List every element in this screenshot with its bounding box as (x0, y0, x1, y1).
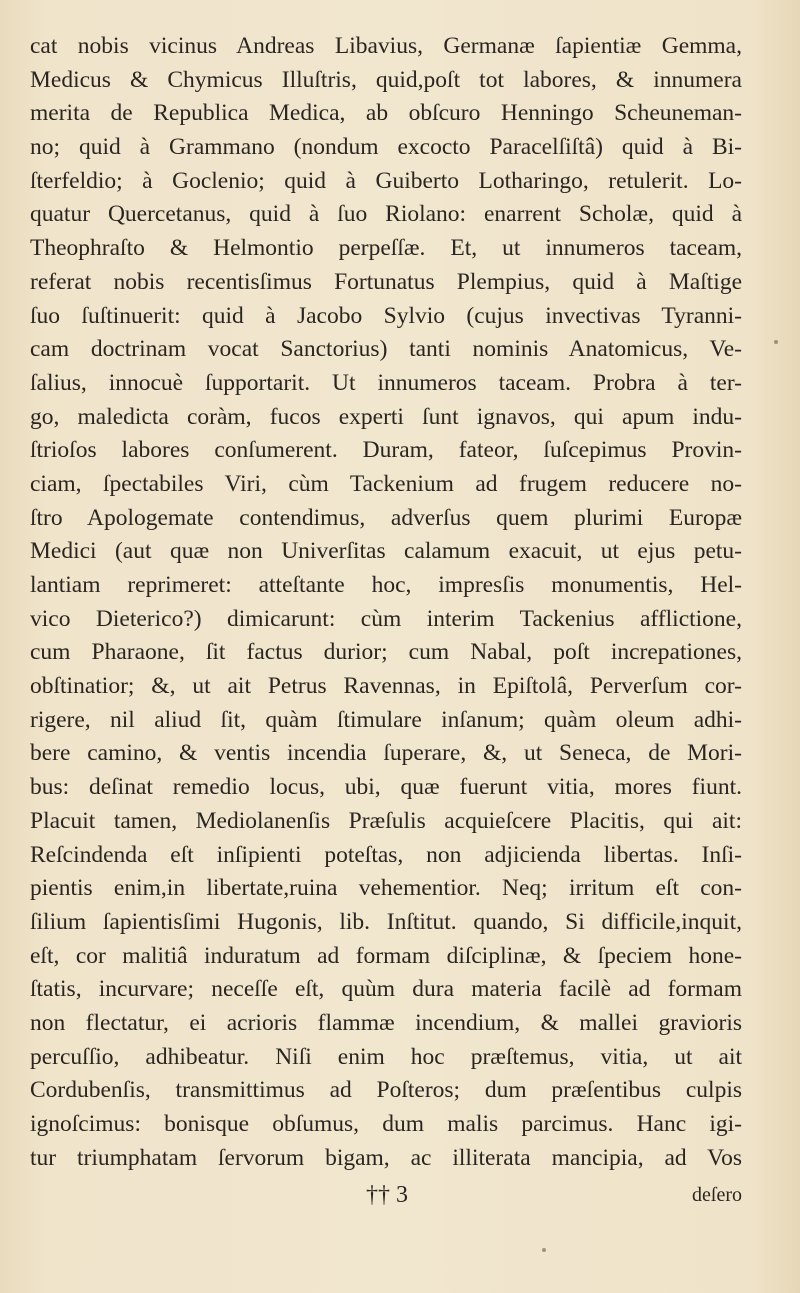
text-line: Medici (aut quæ non Univerſitas calamum exacuit, ut ejus petu- (30, 538, 742, 565)
text-line: Medicus & Chymicus Illuſtris, quid,poſt tot labores, & innumera (30, 66, 742, 93)
text-line: ſilium ſapientisſimi Hugonis, lib. Inſtitut. quando, Si difficile,inquit, (30, 908, 742, 935)
text-line: ſalius, innocuè ſupportarit. Ut innumeros taceam. Probra à ter- (30, 369, 742, 396)
text-line: ciam, ſpectabiles Viri, cùm Tackenium ad frugem reducere no- (30, 470, 742, 497)
text-line: vico Dieterico?) dimicarunt: cùm interim Tackenius afflictione, (30, 605, 742, 632)
text-line: tur triumphatam ſervorum bigam, ac illiterata mancipia, ad Vos (30, 1144, 742, 1171)
text-line: cum Pharaone, ſit factus durior; cum Nabal, poſt increpationes, (30, 639, 742, 666)
text-line: percuſſio, adhibeatur. Niſi enim hoc præſtemus, vitia, ut ait (30, 1043, 742, 1070)
text-line: lantiam reprimeret: atteſtante hoc, impresſis monumentis, Hel- (30, 572, 742, 598)
text-line: Cordubenſis, transmittimus ad Poſteros; dum præſentibus culpis (30, 1077, 742, 1104)
ink-speck (774, 340, 778, 344)
text-line: Reſcindenda eſt inſipienti poteſtas, non adjicienda libertas. Inſi- (30, 841, 742, 868)
text-line: ſuo ſuſtinuerit: quid à Jacobo Sylvio (cujus invectivas Tyranni- (30, 302, 742, 329)
text-line: ſterfeldio; à Goclenio; quid à Guiberto Lotharingo, retulerit. Lo- (30, 167, 742, 194)
text-line: pientis enim,in libertate,ruina vehementior. Neq; irritum eſt con- (30, 875, 742, 902)
text-line: bus: deſinat remedio locus, ubi, quæ fuerunt vitia, mores fiunt. (30, 774, 742, 801)
catchword: deſero (692, 1184, 742, 1206)
text-line: Theophraſto & Helmontio perpeſſæ. Et, ut innumeros taceam, (30, 235, 742, 262)
text-line: obſtinatior; &, ut ait Petrus Ravennas, in Epiſtolâ, Perverſum cor- (30, 673, 742, 700)
text-line: referat nobis recentisſimus Fortunatus Plempius, quid à Maſtige (30, 268, 742, 295)
text-line: ſtro Apologemate contendimus, adverſus quem plurimi Europæ (30, 504, 742, 531)
text-line: go, maledicta coràm, fucos experti ſunt ignavos, qui apum indu- (30, 403, 742, 430)
signature-mark: †† 3 (366, 1182, 408, 1208)
text-line: merita de Republica Medica, ab obſcuro Henningo Scheuneman- (30, 100, 742, 127)
text-line: eſt, cor malitiâ induratum ad formam diſciplinæ, & ſpeciem hone- (30, 942, 742, 969)
body-text (30, 30, 742, 1175)
text-line: Placuit tamen, Mediolanenſis Præſulis acquieſcere Placitis, qui ait: (30, 807, 742, 834)
text-line: ſtrioſos labores conſumerent. Duram, fateor, ſuſcepimus Provin- (30, 437, 742, 464)
text-line: quatur Quercetanus, quid à ſuo Riolano: enarrent Scholæ, quid à (30, 201, 742, 228)
ink-speck (542, 1248, 546, 1252)
text-line: no; quid à Grammano (nondum excocto Paracelſiſtâ) quid à Bi- (30, 134, 742, 161)
text-line: ſtatis, incurvare; neceſſe eſt, quùm dura materia facilè ad formam (30, 976, 742, 1003)
page-footer (30, 1182, 742, 1222)
text-line: non flectatur, ei acrioris flammæ incendium, & mallei gravioris (30, 1009, 742, 1036)
text-line: rigere, nil aliud ſit, quàm ſtimulare inſanum; quàm oleum adhi- (30, 706, 742, 733)
text-line: cat nobis vicinus Andreas Libavius, Germanæ ſapientiæ Gemma, (30, 33, 742, 59)
text-line: ignoſcimus: bonisque obſumus, dum malis parcimus. Hanc igi- (30, 1111, 742, 1137)
text-line: cam doctrinam vocat Sanctorius) tanti nominis Anatomicus, Ve- (30, 336, 742, 363)
text-line: bere camino, & ventis incendia ſuperare, &, ut Seneca, de Mori- (30, 740, 742, 767)
